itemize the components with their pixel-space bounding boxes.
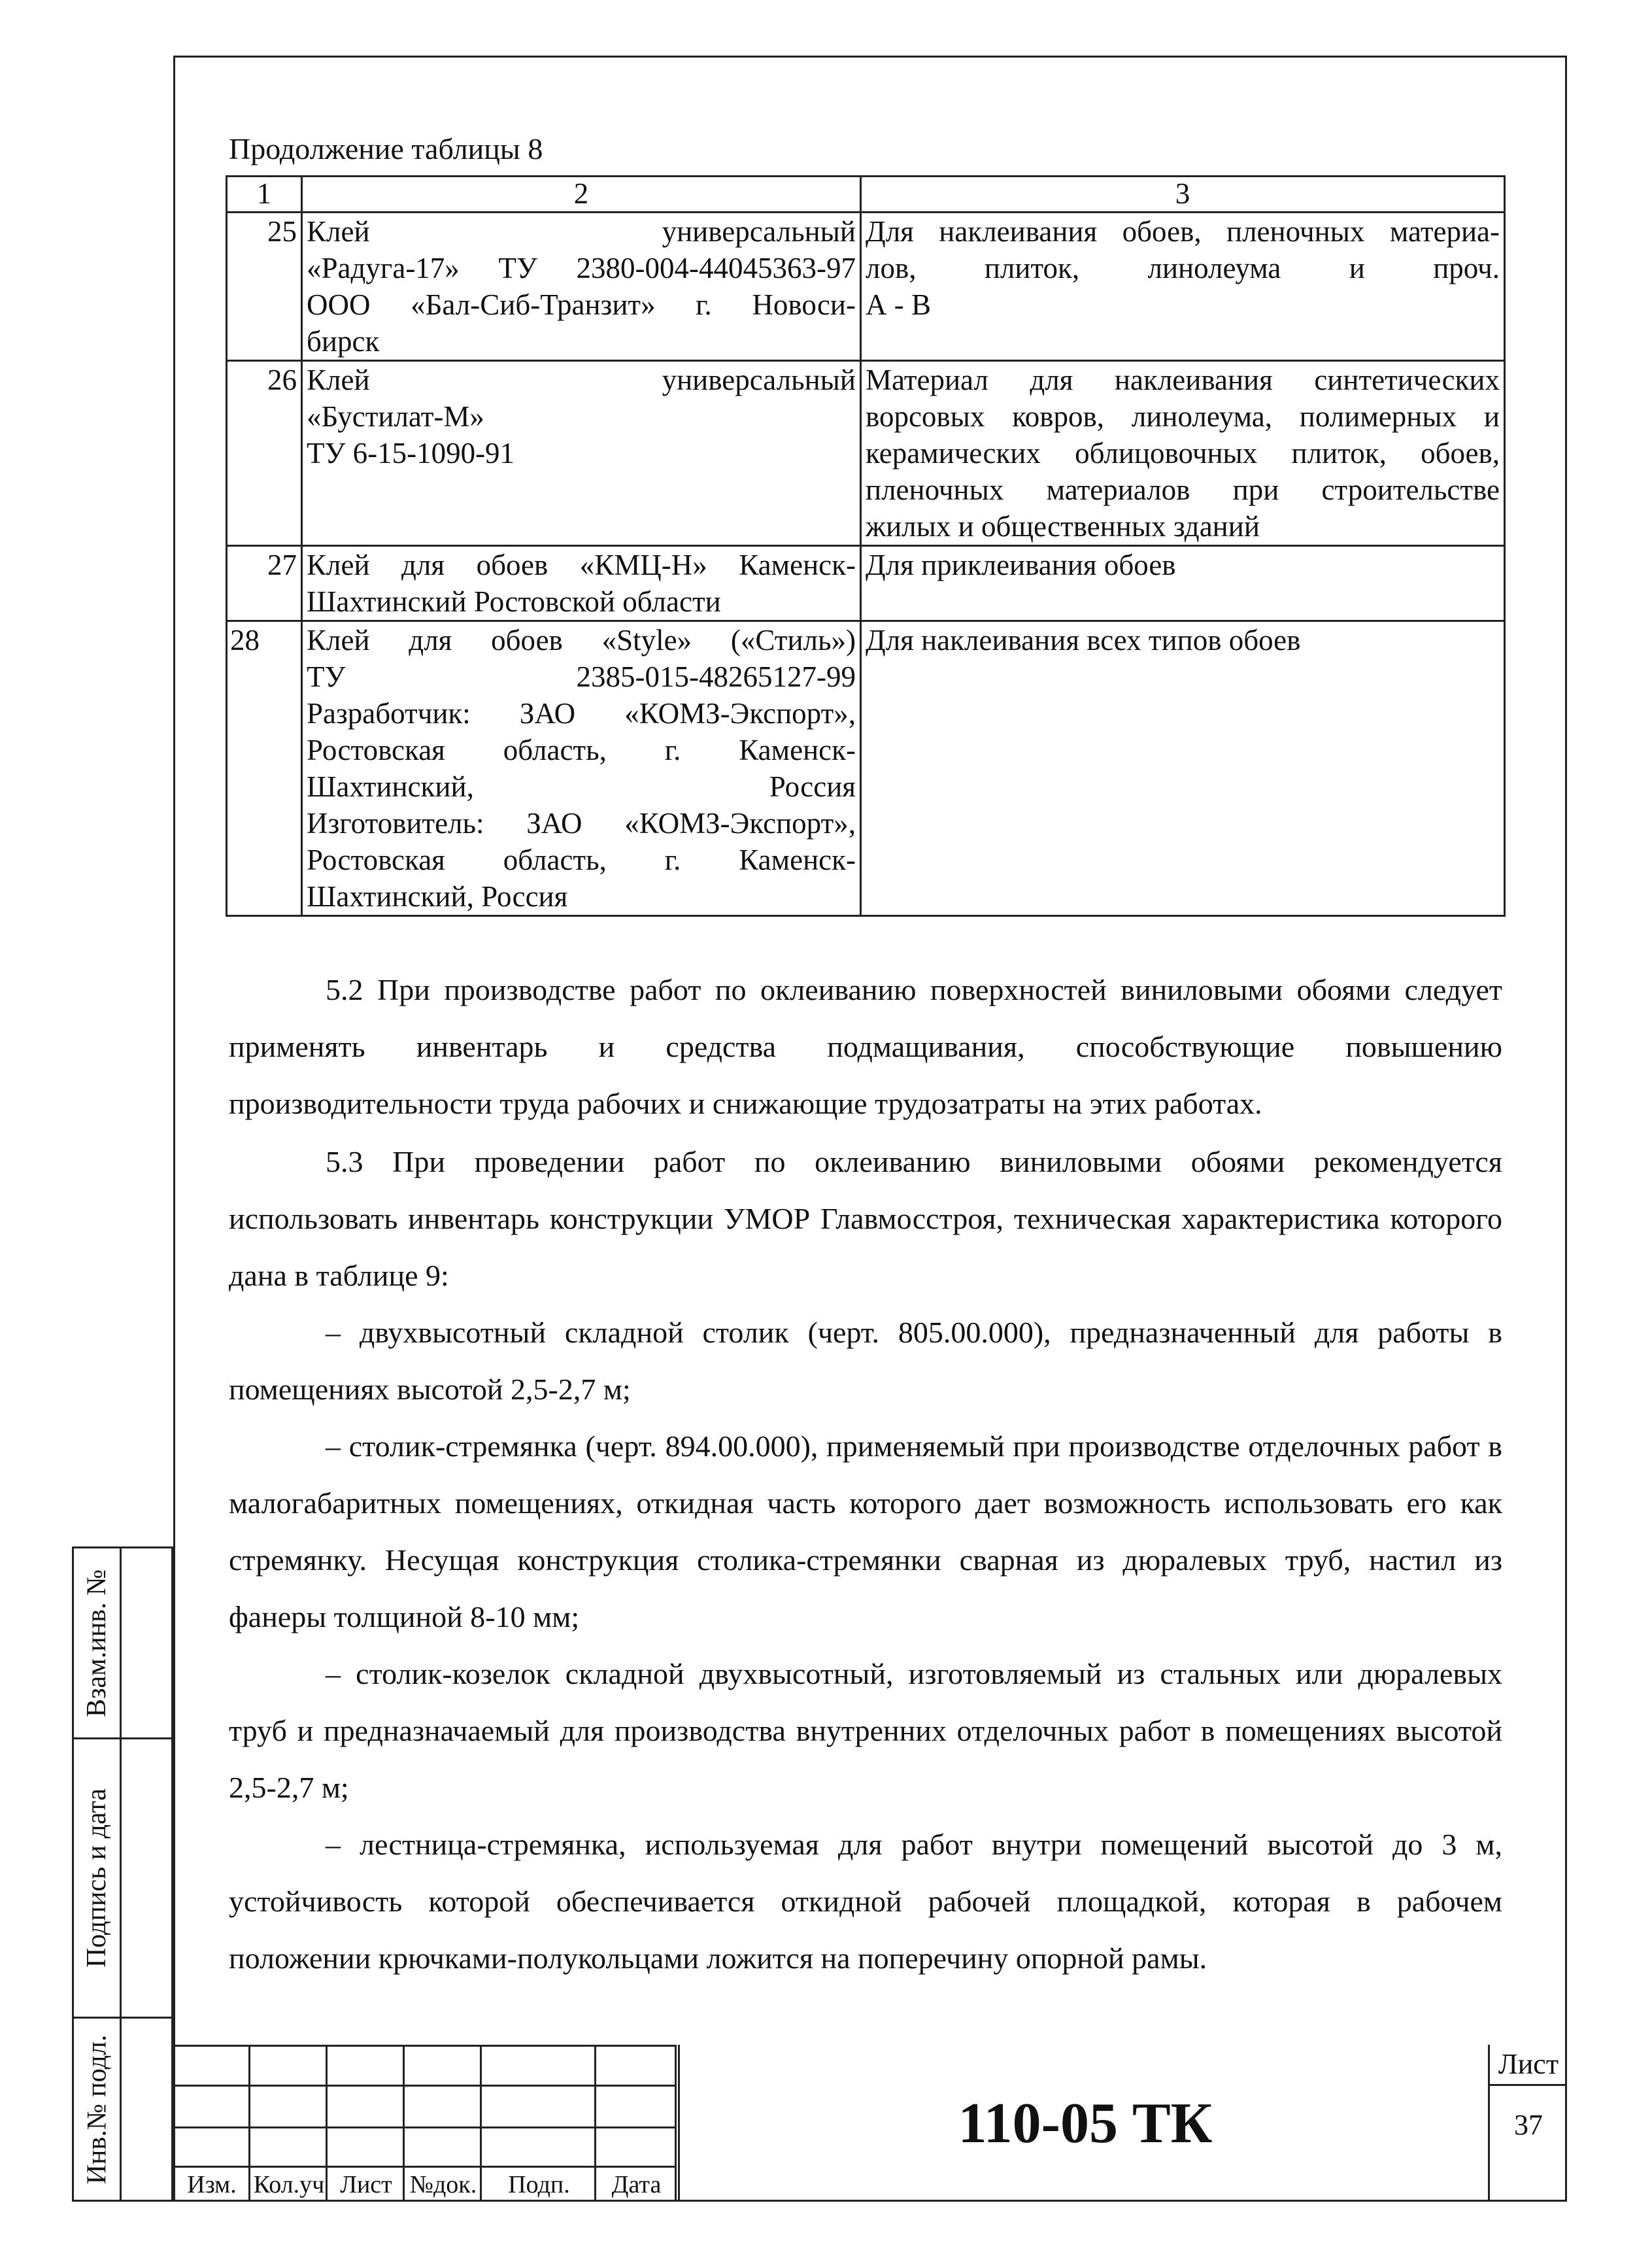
label-ndok: №док.: [409, 2171, 477, 2198]
table-row: [227, 546, 1505, 621]
label-list: Лист: [340, 2171, 392, 2198]
material-name-line: ТУ 2385-015-48265127-99: [307, 660, 856, 693]
material-name-line: Клей для обоев «Style» («Стиль»): [307, 624, 856, 657]
title-block-cell: [173, 2045, 250, 2087]
label-podp: Подп.: [508, 2171, 570, 2198]
sheet-box: [1488, 2045, 1567, 2202]
material-purpose-line: ворсовых ковров, линолеума, полимерных и: [866, 400, 1500, 433]
table-header-row: [227, 177, 1505, 213]
title-block-cell: [328, 2087, 405, 2128]
sheet-label: Лист: [1490, 2045, 1567, 2086]
document-code-text: 110-05 ТК: [958, 2091, 1213, 2155]
side-label-inv: Инв.№ подл.: [82, 2034, 112, 2184]
material-name-line: Шахтинский Ростовской области: [307, 585, 721, 618]
header-col-2: 2: [302, 177, 861, 213]
material-purpose-line: лов, плиток, линолеума и проч.: [866, 252, 1500, 284]
material-name-line: Шахтинский, Россия: [307, 880, 568, 913]
material-purpose-line: керамических облицовочных плиток, обоев,: [866, 437, 1500, 470]
title-block-cell: [482, 2128, 596, 2168]
material-purpose-line: Для приклеивания обоев: [866, 549, 1176, 581]
body-text: [229, 961, 1502, 1987]
title-block-cell: [482, 2045, 596, 2087]
material-purpose: [861, 213, 1505, 361]
header-col-1: 1: [227, 177, 302, 213]
material-name-line: «Радуга-17» ТУ 2380-004-44045363-97: [307, 252, 856, 284]
title-block-cell: [405, 2087, 482, 2128]
title-block-cell: [250, 2045, 328, 2087]
side-label-podpis: Подпись и дата: [82, 1788, 112, 1968]
sheet-number: 37: [1514, 2109, 1543, 2141]
material-purpose: [861, 546, 1505, 621]
title-block-cell: [596, 2087, 677, 2128]
title-block-cell: [173, 2128, 250, 2168]
material-name-line: Шахтинский, Россия: [307, 770, 856, 803]
table-caption: Продолжение таблицы 8: [229, 132, 543, 165]
side-stamp-inv: [72, 2017, 173, 2202]
title-block-cell: [482, 2087, 596, 2128]
material-purpose-line: Материал для наклеивания синтетических: [866, 364, 1500, 396]
title-block-cell: [596, 2045, 677, 2087]
material-name: [302, 361, 861, 546]
material-name: [302, 621, 861, 916]
side-stamp-podpis: [72, 1737, 173, 2019]
material-name-line: Клей универсальный: [307, 215, 856, 248]
paragraph-5-3: 5.3 При проведении работ по оклеиванию виниловыми обоями рекомендуется использовать инвентарь конструкции УМОР Главмосстроя, техническая характеристика которого дана в таблице 9:: [229, 1145, 1502, 1292]
title-block-cell: [173, 2087, 250, 2128]
row-number: 25: [227, 213, 302, 361]
material-name-line: бирск: [307, 325, 380, 358]
row-number: 26: [227, 361, 302, 546]
material-name-line: Изготовитель: ЗАО «КОМЗ-Экспорт»,: [307, 807, 856, 840]
material-name-line: Ростовская область, г. Каменск-: [307, 844, 856, 876]
header-col-3: 3: [861, 177, 1505, 213]
list-item-stepladder: – лестница-стремянка, используемая для работ внутри помещений высотой до 3 м, устойчивость которой обеспечивается откидной рабочей площадкой, которая в рабочем положении крючками-полукольцами ложится на поперечину опорной рамы.: [229, 1828, 1502, 1975]
table-row: [227, 213, 1505, 361]
title-block-cell: [250, 2087, 328, 2128]
table-row: [227, 361, 1505, 546]
material-name-line: Ростовская область, г. Каменск-: [307, 734, 856, 766]
title-block-cell: [328, 2128, 405, 2168]
material-purpose-line: пленочных материалов при строительстве: [866, 473, 1500, 506]
label-kol-uch: Кол.уч: [253, 2171, 325, 2198]
paragraph-5-2: 5.2 При производстве работ по оклеиванию поверхностей виниловыми обоями следует применять инвентарь и средства подмащивания, способствующие повышению производительности труда рабочих и снижающие трудозатраты на этих работах.: [229, 973, 1502, 1120]
material-purpose-line: Для наклеивания всех типов обоев: [866, 624, 1301, 657]
label-izm: Изм.: [187, 2171, 237, 2198]
material-name: [302, 546, 861, 621]
material-purpose-line: А - В: [866, 288, 931, 321]
title-block-cell: [596, 2128, 677, 2168]
material-name-line: ТУ 6-15-1090-91: [307, 437, 515, 470]
row-number: 28: [227, 621, 302, 916]
title-block-cell: [328, 2045, 405, 2087]
material-purpose-line: Для наклеивания обоев, пленочных материа-: [866, 215, 1500, 248]
material-name-line: «Бустилат-М»: [307, 400, 484, 433]
label-data: Дата: [611, 2171, 662, 2198]
material-name-line: Разработчик: ЗАО «КОМЗ-Экспорт»,: [307, 697, 856, 730]
table-8: [226, 175, 1506, 917]
material-name-line: ООО «Бал-Сиб-Транзит» г. Новоси-: [307, 288, 856, 321]
material-purpose: [861, 621, 1505, 916]
row-number: 27: [227, 546, 302, 621]
title-block: [173, 2045, 1567, 2202]
material-name-line: Клей универсальный: [307, 364, 856, 396]
list-item-folding-table: – двухвысотный складной столик (черт. 805.00.000), предназначенный для работы в помещениях высотой 2,5-2,7 м;: [229, 1316, 1502, 1406]
list-item-trestle: – столик-козелок складной двухвысотный, изготовляемый из стальных или дюралевых труб и предназначаемый для производства внутренних отделочных работ в помещениях высотой 2,5-2,7 м;: [229, 1657, 1502, 1804]
side-stamp-vzam: [72, 1546, 173, 1739]
material-name-line: Клей для обоев «КМЦ-Н» Каменск-: [307, 549, 856, 581]
title-block-cell: [405, 2128, 482, 2168]
material-purpose: [861, 361, 1505, 546]
side-label-vzam: Взам.инв. №: [82, 1569, 112, 1717]
material-purpose-line: жилых и общественных зданий: [866, 510, 1260, 543]
title-block-labels: [173, 2168, 677, 2202]
list-item-stepladder-table: – столик-стремянка (черт. 894.00.000), применяемый при производстве отделочных работ в малогабаритных помещениях, откидная часть которого дает возможность использовать его как стремянку. Несущая конструкция столика-стремянки сварная из дюралевых труб, настил из фанеры толщиной 8-10 мм;: [229, 1429, 1502, 1633]
table-row: [227, 621, 1505, 916]
title-block-cell: [405, 2045, 482, 2087]
title-block-cell: [250, 2128, 328, 2168]
material-name: [302, 213, 861, 361]
